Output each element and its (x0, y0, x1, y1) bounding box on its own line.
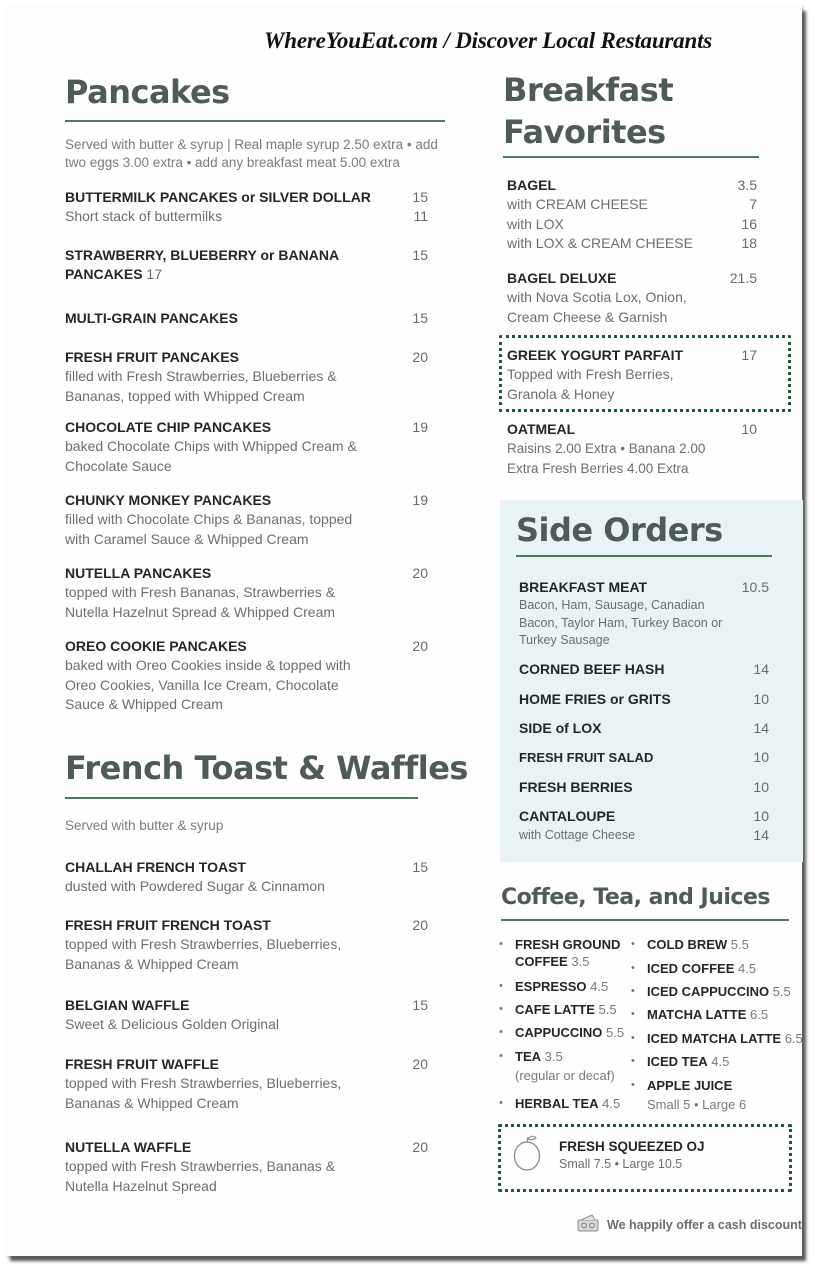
menu-item-bagel: BAGEL 3.5 with CREAM CHEESE 7 with LOX 16 with LOX & CREAM CHEESE 18 (507, 176, 759, 254)
drink-item: • ICED COFFEE 4.5 (631, 961, 757, 976)
bullet-icon: • (631, 962, 635, 974)
menu-item: OREO COOKIE PANCAKES baked with Oreo Cookies inside & topped with Oreo Cookies, Vanilla Ice Cream, Chocolate Sauce & Whipped Cream 20 (65, 638, 428, 712)
bullet-icon: • (499, 938, 503, 950)
drink-item: • TEA 3.5 (regular or decaf) (499, 1049, 615, 1083)
bullet-icon: • (631, 985, 635, 997)
drink-item: • ICED MATCHA LATTE 6.5 (631, 1031, 803, 1046)
menu-item: CORNED BEEF HASH 14 (519, 661, 769, 677)
menu-item: FRESH BERRIES 10 (519, 779, 769, 795)
drink-item: • CAFE LATTE 5.5 (499, 1002, 617, 1017)
menu-item: BELGIAN WAFFLE Sweet & Delicious Golden Original 15 (65, 997, 428, 1032)
drink-item: • ESPRESSO 4.5 (499, 979, 609, 994)
pancakes-note: Served with butter & syrup | Real maple syrup 2.50 extra • add two eggs 3.00 extra • add any breakfast meat 5.00 extra (65, 137, 438, 170)
bullet-icon: • (499, 1003, 503, 1015)
drink-item: • CAPPUCCINO 5.5 (499, 1025, 625, 1040)
orange-icon (512, 1133, 542, 1173)
bullet-icon: • (499, 1097, 503, 1109)
menu-item: NUTELLA WAFFLE topped with Fresh Strawberries, Bananas & Nutella Hazelnut Spread 20 (65, 1139, 428, 1194)
site-watermark: WhereYouEat.com / Discover Local Restaurants (264, 28, 713, 53)
bagel-option: with LOX & CREAM CHEESE 18 (507, 235, 757, 251)
section-rule (65, 120, 445, 122)
section-rule (503, 156, 759, 158)
menu-item: OATMEAL Raisins 2.00 Extra • Banana 2.00 Extra Fresh Berries 4.00 Extra 10 (507, 421, 757, 476)
section-title-french-toast: French Toast & Waffles (65, 749, 468, 787)
bullet-icon: • (499, 980, 503, 992)
menu-item: BAGEL DELUXE with Nova Scotia Lox, Onion, Cream Cheese & Garnish 21.5 (507, 270, 757, 325)
menu-item: NUTELLA PANCAKES topped with Fresh Bananas, Strawberries & Nutella Hazelnut Spread & Whipped Cream 20 (65, 565, 428, 620)
menu-item: SIDE of LOX 14 (519, 720, 769, 736)
drink-item: • APPLE JUICE Small 5 • Large 6 (631, 1078, 747, 1112)
bullet-icon: • (499, 1026, 503, 1038)
section-rule (501, 919, 789, 921)
bullet-icon: • (631, 938, 635, 950)
bagel-option: with LOX 16 (507, 215, 757, 232)
oj-item: FRESH SQUEEZED OJ Small 7.5 • Large 10.5 (559, 1139, 705, 1171)
drink-item: • ICED TEA 4.5 (631, 1054, 730, 1069)
menu-item: CANTALOUPE with Cottage Cheese 10 14 (519, 808, 769, 843)
menu-item: HOME FRIES or GRITS 10 (519, 691, 769, 707)
bullet-icon: • (631, 1055, 635, 1067)
bagel-option: with CREAM CHEESE 7 (507, 196, 757, 212)
drink-item: • MATCHA LATTE 6.5 (631, 1007, 769, 1022)
bullet-icon: • (631, 1032, 635, 1044)
cash-discount-note: We happily offer a cash discount (607, 1218, 802, 1232)
menu-item-featured: GREEK YOGURT PARFAIT Topped with Fresh Berries, Granola & Honey 17 (507, 347, 757, 402)
menu-item: CHOCOLATE CHIP PANCAKES baked Chocolate Chips with Whipped Cream & Chocolate Sauce 19 (65, 419, 428, 474)
section-title-side-orders: Side Orders (516, 511, 723, 549)
menu-item: STRAWBERRY, BLUEBERRY or BANANA PANCAKES 17 15 (65, 247, 428, 282)
menu-item: CHALLAH FRENCH TOAST dusted with Powdered Sugar & Cinnamon 15 (65, 859, 428, 894)
menu-item: FRESH FRUIT FRENCH TOAST topped with Fresh Strawberries, Blueberries, Bananas & Whipped Cream 20 (65, 917, 428, 972)
drink-item: • HERBAL TEA 4.5 (499, 1096, 621, 1111)
section-title-drinks: Coffee, Tea, and Juices (501, 885, 770, 910)
drink-item: • COLD BREW 5.5 (631, 937, 749, 952)
menu-item: CHUNKY MONKEY PANCAKES filled with Chocolate Chips & Bananas, topped with Caramel Sauce & Whipped Cream 19 (65, 492, 428, 547)
cash-icon (576, 1214, 600, 1234)
section-title-breakfast-favorites: Breakfast Favorites (503, 71, 674, 151)
drink-item: • FRESH GROUND COFFEE 3.5 (499, 937, 621, 969)
menu-item: FRESH FRUIT SALAD 10 (519, 749, 769, 765)
bullet-icon: • (631, 1008, 635, 1020)
section-rule (516, 555, 772, 557)
menu-item: BREAKFAST MEAT Bacon, Ham, Sausage, Canadian Bacon, Taylor Ham, Turkey Bacon or Turkey Sausage 10.5 (519, 579, 769, 647)
section-title-pancakes: Pancakes (65, 73, 230, 111)
bullet-icon: • (499, 1050, 503, 1062)
bullet-icon: • (631, 1079, 635, 1091)
menu-item: FRESH FRUIT WAFFLE topped with Fresh Strawberries, Blueberries, Bananas & Whipped Cream 20 (65, 1056, 428, 1111)
french-toast-note: Served with butter & syrup (65, 818, 224, 833)
menu-item: FRESH FRUIT PANCAKES filled with Fresh Strawberries, Blueberries & Bananas, topped with Whipped Cream 20 (65, 349, 428, 404)
section-rule (65, 797, 418, 799)
menu-item: MULTI-GRAIN PANCAKES 15 (65, 310, 428, 326)
menu-item: BUTTERMILK PANCAKES or SILVER DOLLAR Short stack of buttermilks 15 11 (65, 189, 428, 224)
drink-item: • ICED CAPPUCCINO 5.5 (631, 984, 791, 999)
